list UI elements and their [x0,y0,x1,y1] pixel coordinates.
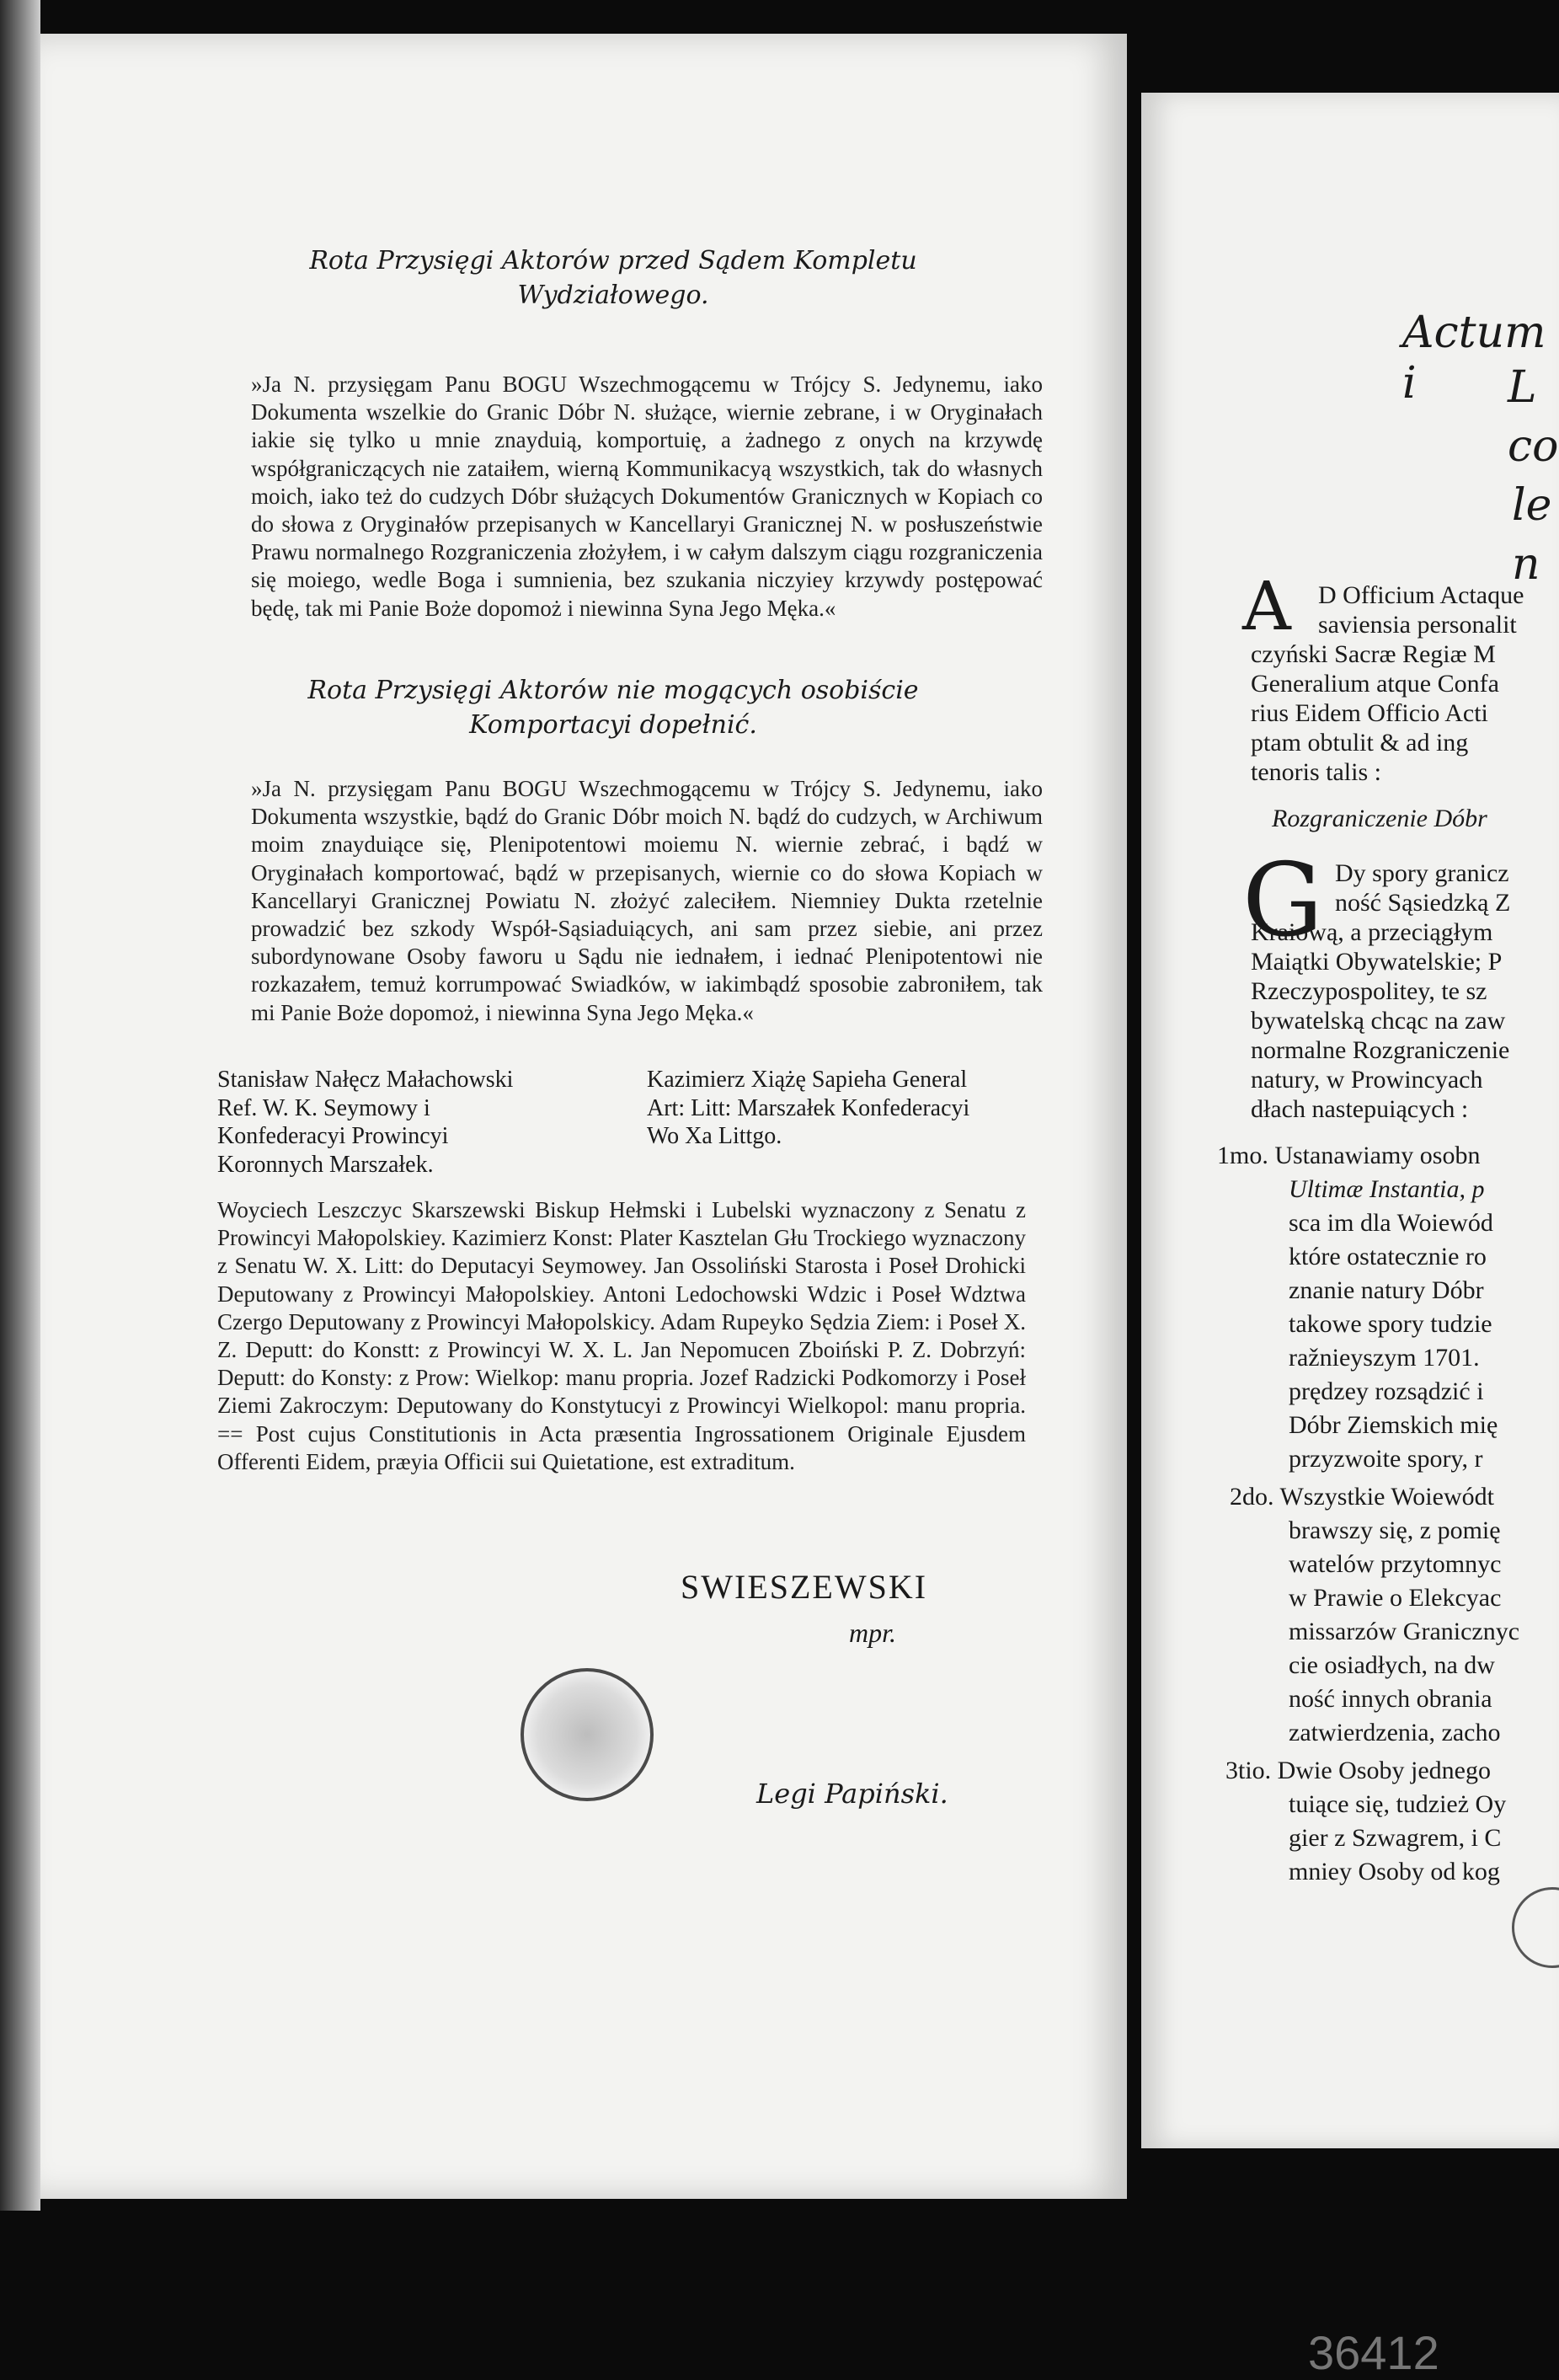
library-stamp [521,1668,654,1801]
signature-sapieha: Kazimierz Xiążę Sapieha General Art: Litt: Marszałek Konfederacyi Wo Xa Littgo. [647,1067,970,1150]
shelfmark: 36412 [1308,2326,1439,2379]
right-line: zatwierdzenia, zacho [1289,1719,1501,1746]
signer-name: SWIESZEWSKI [681,1568,928,1606]
right-line: znanie natury Dóbr [1289,1276,1484,1304]
dropcap-g: G [1242,842,1323,960]
right-line: Dóbr Ziemskich mię [1289,1411,1498,1439]
right-line: ražnieyszym 1701. [1289,1344,1480,1372]
right-heading-4: le [1512,480,1552,531]
right-line: 1mo. Ustanawiamy osobn [1217,1142,1481,1169]
right-line: ptam obtulit & ad ing [1251,729,1469,757]
signer-mpr: mpr. [849,1618,897,1648]
legi-note: Legi Papiński. [756,1778,948,1810]
signature-malachowski: Stanisław Nałęcz Małachowski Ref. W. K. Seymowy i Konfederacyi Prowincyi Koronnych Marszałek. [217,1067,514,1178]
right-page-stamp [1512,1887,1559,1968]
right-line: watelów przytomnyc [1289,1550,1502,1578]
oath-title-2: Rota Przysięgi Aktorów nie mogących osobiście Komportacyi dopełnić. [307,676,919,740]
right-line: missarzów Granicznyc [1289,1618,1520,1645]
right-line: dłach nastepuiących : [1251,1095,1469,1123]
right-line: w Prawie o Elekcyac [1289,1584,1502,1612]
right-line: Kraiową, a przeciągłym [1251,918,1493,946]
right-line: brawszy się, z pomię [1289,1516,1501,1544]
right-line: Maiątki Obywatelskie; P [1251,948,1503,976]
right-line: cie osiadłych, na dw [1289,1651,1495,1679]
oath-text-1: »Ja N. przysięgam Panu BOGU Wszechmogącemu w Trójcy S. Jedynemu, iako Dokumenta wszelkie do Granic Dóbr N. służące, wiernie zebrane, i w Oryginałach iakie się tylko u mnie znayduią, komportuię, a żadnego z onych na krzywdę współgraniczących nie zataiłem, wierną Kommunikacyą wszystkich, tak do własnych moich, iako też do cudzych Dóbr służących Dokumentów Granicznych w Kopiach co do słowa z Oryginałów przepisanych w Kancellaryi Granicznej N. w posłuszeństwie Prawu normalnego Rozgraniczenia złożyłem, i w całym dalszym ciągu rozgraniczenia się moiego, wedle Boga i sumnienia, bez szukania niczyiey krzywdy postępować będę, tak mi Panie Boże dopomoż i niewinna Syna Jego Męka.« [251,372,1043,621]
right-line: które ostatecznie ro [1289,1243,1487,1270]
right-line: przyzwoite spory, r [1289,1445,1483,1473]
right-line: prędzey rozsądzić i [1289,1377,1484,1405]
right-line: czyński Sacræ Regiæ M [1251,640,1496,668]
right-line: tuiące się, tudzież Oy [1289,1790,1507,1818]
right-line: normalne Rozgraniczenie [1251,1036,1510,1064]
right-line: bywatelską chcąc na zaw [1251,1007,1506,1035]
dropcap-a: A [1242,567,1291,645]
right-line: Dy spory granicz [1335,859,1509,887]
right-line: 2do. Wszystkie Woiewódt [1230,1483,1494,1511]
oath-text-2: »Ja N. przysięgam Panu BOGU Wszechmogącemu w Trójcy S. Jedynemu, iako Dokumenta wszystkie, bądź do Granic Dóbr moich N. bądź do cudzych, w Archiwum moim znayduiące się, Plenipotentowi moiemu N. wiernie zebrać, i bądź w Oryginałach komportować, bądź w przepisanych, wiernie co do słowa Kopiach w Kancellaryi Granicznej Powiatu N. złożyć zaleciłem. Niemniey Dukta rzetelnie prowadzić bez szkody Współ-Sąsiaduiących, ani sam przez siebie, ani przez subordynowane Osoby faworu u Sądu nie iednałem, i iednać Plenipotentowi nie rozkazałem, temuż korrumpować Swiadków, w iakimbądź sposobie zabroniłem, tak mi Panie Boże dopomoż, i niewinna Syna Jego Męka.« [251,776,1043,1025]
right-line: tenoris talis : [1251,758,1381,786]
right-heading-1: Actum i [1402,308,1546,409]
right-line: ność innych obrania [1289,1685,1492,1713]
right-line: saviensia personalit [1318,611,1517,639]
right-line: D Officium Actaque [1318,581,1524,609]
right-line: Rozgraniczenie Dóbr [1272,805,1487,832]
book-edge [0,0,40,2211]
right-heading-2: L [1508,362,1537,413]
right-page [1141,93,1559,2148]
right-line: ność Sąsiedzką Z [1335,889,1511,917]
right-heading-5: n [1512,539,1540,590]
right-line: natury, w Prowincyach [1251,1066,1483,1094]
right-line: rius Eidem Officio Acti [1251,699,1488,727]
right-line: Generalium atque Confa [1251,670,1499,698]
right-line: takowe spory tudzie [1289,1310,1492,1338]
right-line: Ultimæ Instantia, p [1289,1175,1485,1203]
right-heading-3: co [1508,421,1559,472]
right-line: 3tio. Dwie Osoby jednego [1225,1757,1491,1784]
right-line: sca im dla Woiewód [1289,1209,1493,1237]
deputies-text: Woyciech Leszczyc Skarszewski Biskup Hełmski i Lubelski wyznaczony z Senatu z Prowincyi Małopolskiey. Kazimierz Konst: Plater Kasztelan Głu Trockiego wyznaczony z Senatu W. X. Litt: do Deputacyi Seymowey. Jan Ossoliński Starosta i Poseł Drohicki Deputowany z Prowincyi Małopolskiey. Antoni Ledochowski Wdzic i Poseł Wdztwa Czergo Deputowany z Prowincyi Małopolskicy. Adam Rupeyko Sędzia Ziem: i Poseł X. Z. Deputt: do Konstt: z Prowincyi W. X. L. Jan Nepomucen Zboiński P. Z. Dobrzyń: Deputt: do Konsty: z Prow: Wielkop: manu propria. Jozef Radzicki Podkomorzy i Poseł Ziemi Zakroczym: Deputowany do Konstytucyi z Prowincyi Wielkopol: manu propria. == Post cujus Constitutionis in Acta præsentia Ingrossationem Originale Ejusdem Offerenti Eidem, præyia Officii sui Quietatione, est extraditum. [217,1197,1026,1474]
right-line: Rzeczypospolitey, te sz [1251,977,1487,1005]
right-line: gier z Szwagrem, i C [1289,1824,1502,1852]
oath-title-1: Rota Przysięgi Aktorów przed Sądem Kompletu Wydziałowego. [309,246,917,310]
right-line: mniey Osoby od kog [1289,1858,1500,1885]
